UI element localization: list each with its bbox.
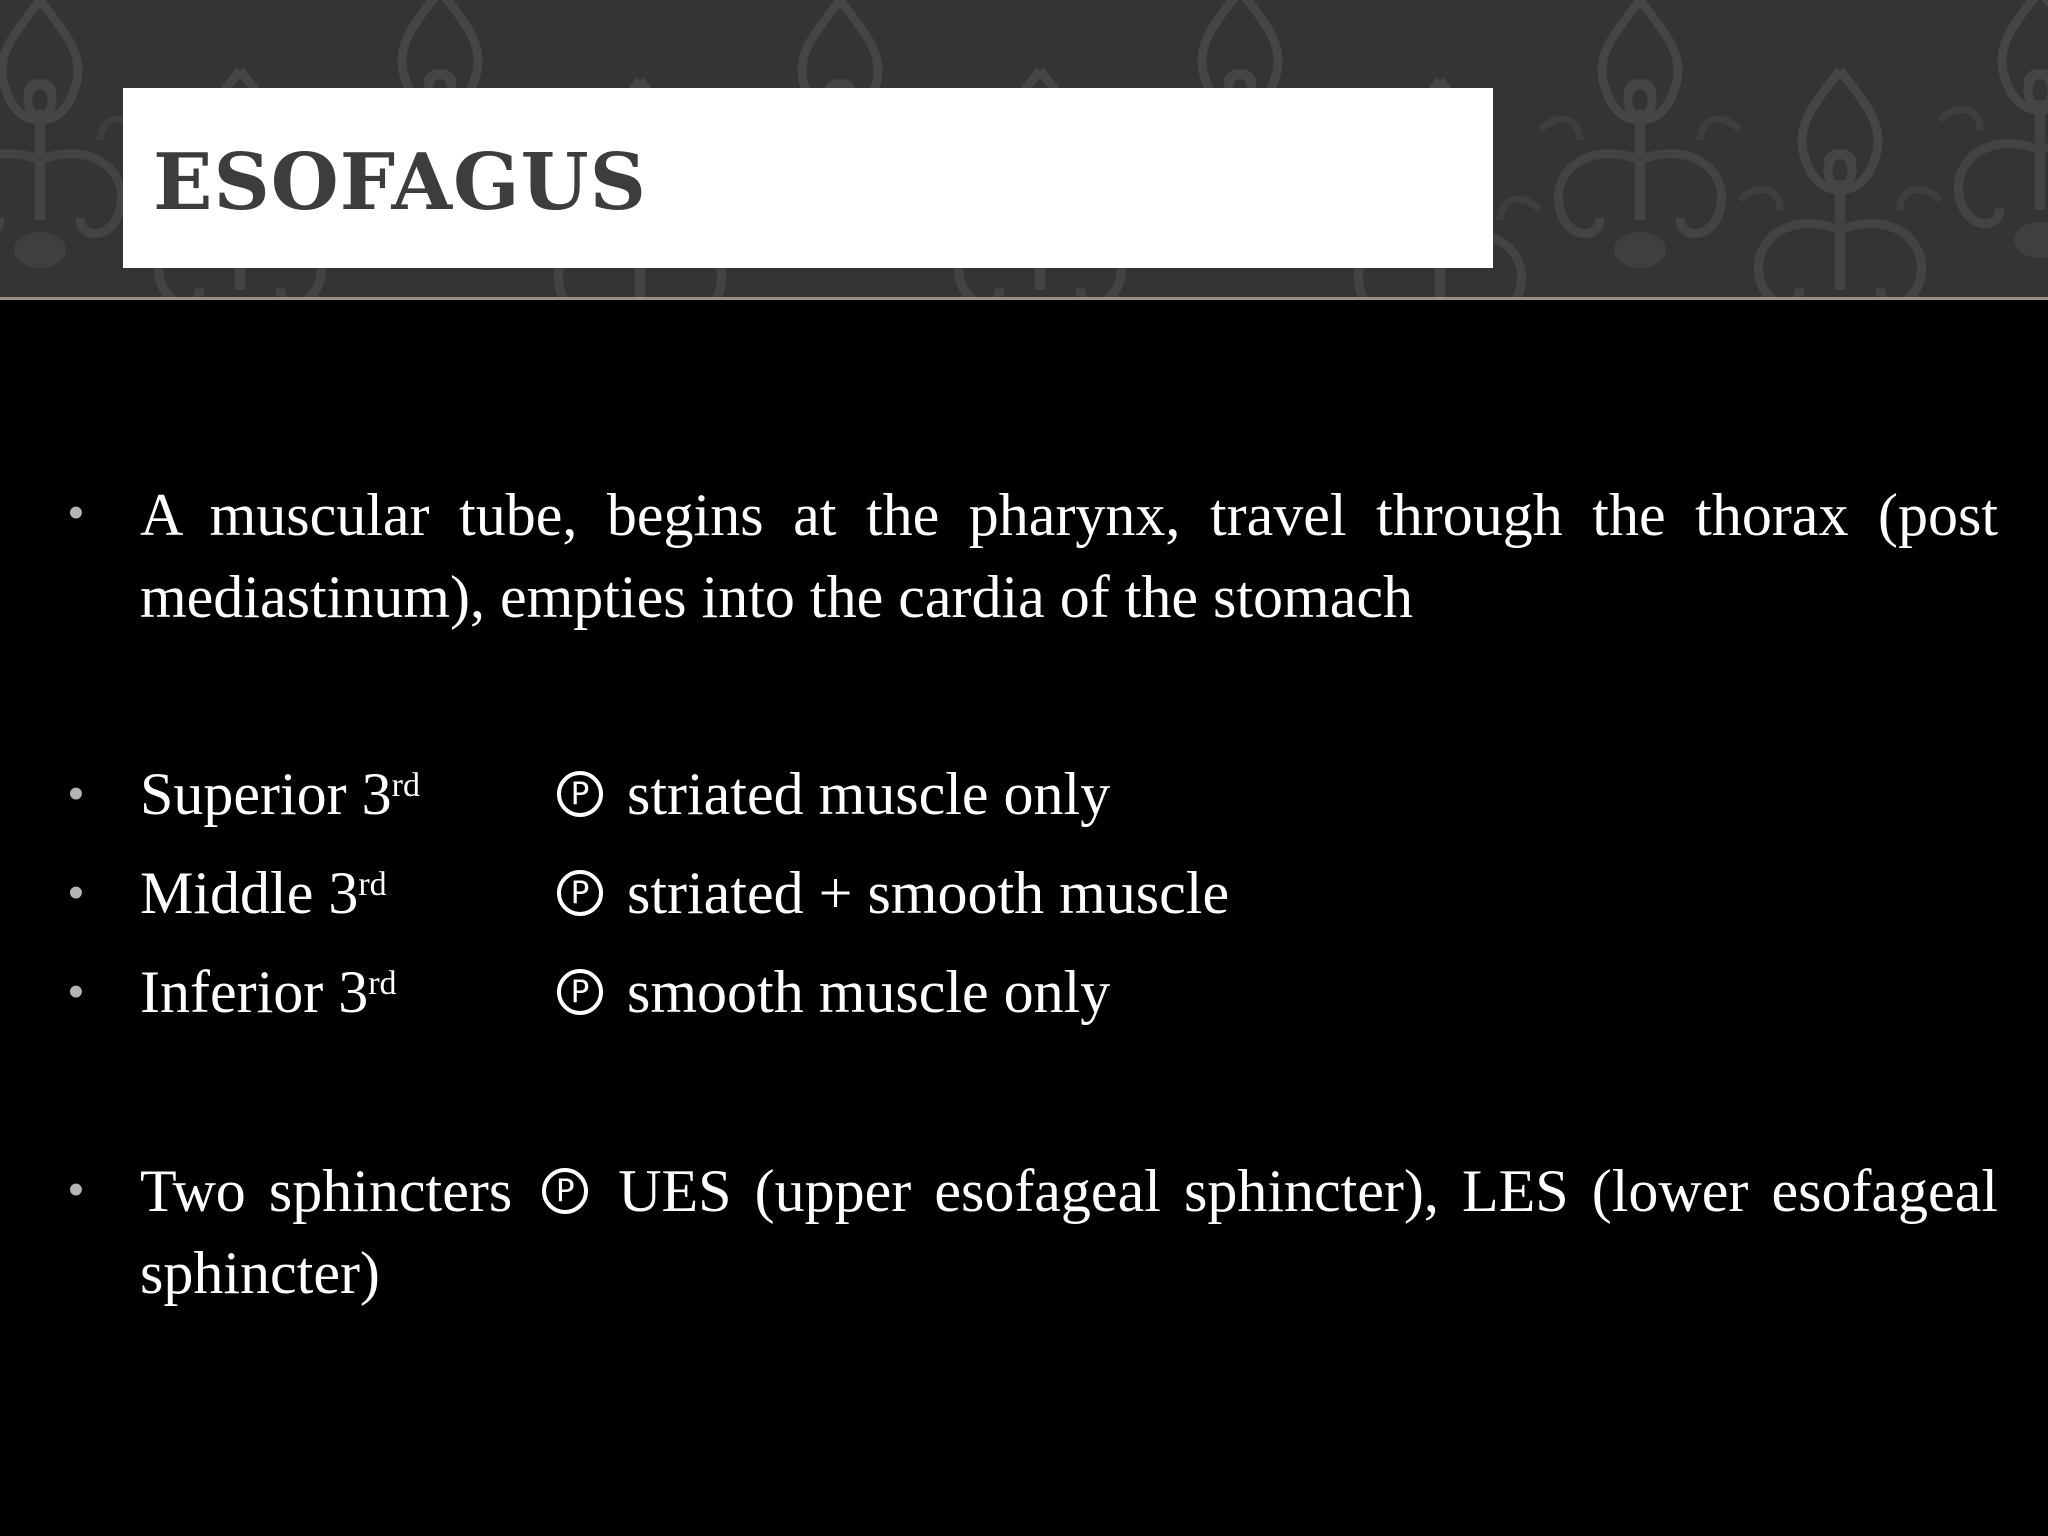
layer-row-middle <box>557 853 1229 933</box>
layer-row-superior <box>557 754 1110 834</box>
title-box <box>123 88 1493 268</box>
layer-value-superior: striated muscle only <box>627 761 1111 827</box>
bullet-marker: • <box>68 868 84 917</box>
layer-value-inferior: smooth muscle only <box>627 959 1111 1025</box>
bullet-marker: • <box>68 967 84 1016</box>
header-divider <box>0 297 2048 300</box>
slide-title: ESOFAGUS <box>153 137 648 228</box>
bullet-marker: • <box>68 769 84 818</box>
layer-row-inferior <box>557 952 1110 1032</box>
sphincters-lead: Two sphincters <box>140 1158 513 1224</box>
layer-label-inferior: Inferior 3rd <box>140 959 397 1025</box>
layer-label-middle: Middle 3rd <box>140 860 387 926</box>
circled-p-icon: P <box>557 771 603 817</box>
bullet-marker: • <box>68 488 84 537</box>
circled-p-icon: P <box>557 969 603 1015</box>
bullet-marker: • <box>68 1165 84 1214</box>
layer-label-superior: Superior 3rd <box>140 761 420 827</box>
circled-p-icon: P <box>542 1168 588 1214</box>
sphincters-text: UES (upper esofageal sphincter), LES (lower esofageal sphincter) <box>140 1158 1998 1306</box>
description-paragraph: A muscular tube, begins at the pharynx, travel through the thorax (post mediastinum), empties into the cardia of the stomach <box>140 482 1998 630</box>
sphincters-paragraph <box>140 1150 1998 1314</box>
layer-value-middle: striated + smooth muscle <box>627 860 1230 926</box>
circled-p-icon: P <box>557 870 603 916</box>
